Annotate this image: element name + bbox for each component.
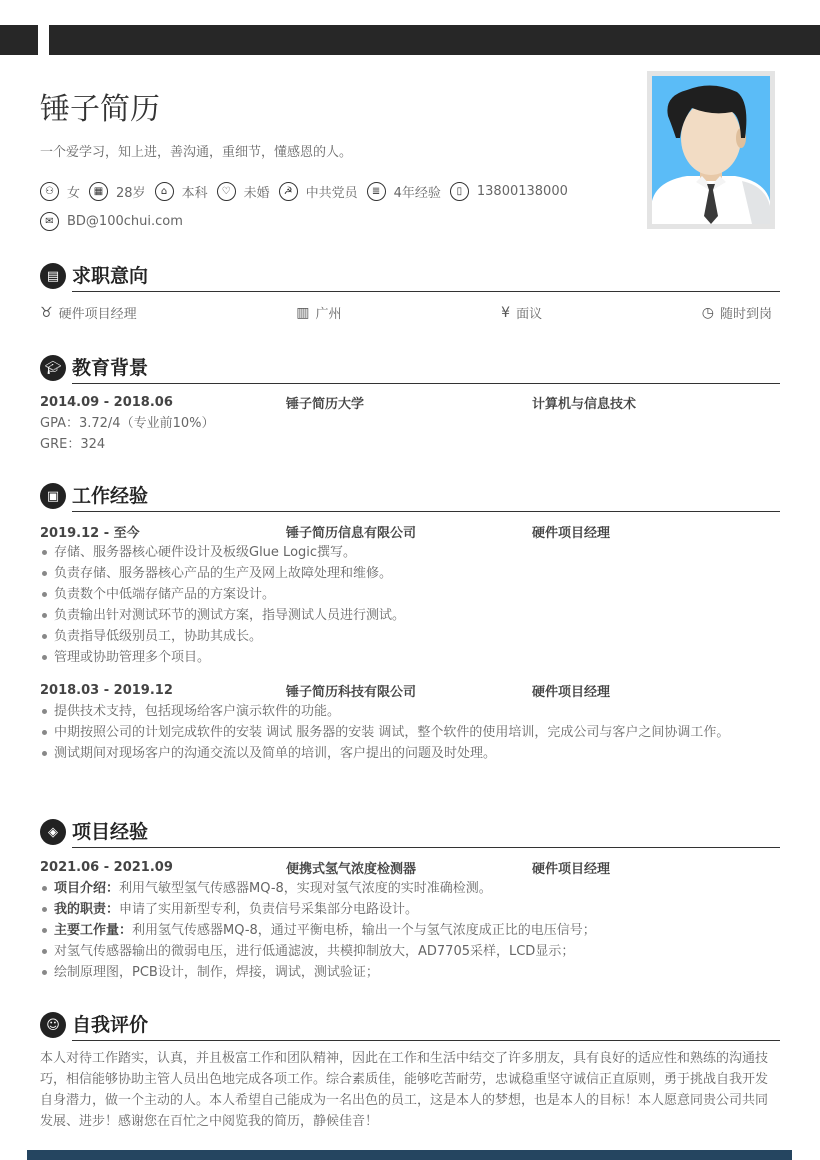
section-header (40, 263, 780, 289)
section-project (40, 819, 780, 983)
mail-icon: ✉ (40, 212, 59, 231)
section-title: 求职意向 (72, 265, 149, 287)
info-email (40, 211, 183, 231)
section-intent (40, 263, 780, 322)
intent-text: 面议 (516, 307, 543, 322)
edu-gpa: GPA：3.72/4（专业前10%） (40, 416, 215, 431)
list-item: 存储、服务器核心硬件设计及板级Glue Logic撰写。 (40, 542, 780, 563)
edu-major: 计算机与信息技术 (532, 397, 637, 412)
info-text: 4年经验 (393, 185, 441, 201)
list-item: 负责输出针对测试环节的测试方案，指导测试人员进行测试。 (40, 605, 780, 626)
section-header (40, 483, 780, 509)
education-row (40, 392, 780, 413)
self-evaluation-text: 本人对待工作踏实，认真，并且极富工作和团队精神，因此在工作和生活中结交了许多朋友，具有良好的适应性和熟练的沟通技巧，相信能够协助主管人员出色地完成各项工作。综合素质佳，能够吃苦耐劳，忠诚稳重坚守诚信正直原则，勇于挑战自我开发自身潜力，做一个主动的人。本人希望自己能成为一名出色的员工，这是本人的梦想，也是本人的目标！本人愿意同贵公司共同发展、进步！感谢您在百忙之中阅览我的简历，静候佳音！ (40, 1051, 769, 1129)
list-item (40, 941, 780, 962)
intent-text: 随时到岗 (719, 307, 772, 322)
motto: 一个爱学习，知上进，善沟通，重细节，懂感恩的人。 (40, 145, 353, 160)
intent-position (40, 303, 137, 322)
top-bar-left (0, 25, 38, 55)
job-date: 2018.03 - 2019.12 (40, 683, 173, 698)
info-text: 未婚 (243, 185, 270, 201)
list-item (40, 920, 780, 941)
list-item (40, 899, 780, 920)
section-work (40, 483, 780, 764)
item-text: 申请了实用新型专利，负责信号采集部分电路设计。 (119, 902, 419, 917)
info-text: 13800138000 (476, 183, 568, 199)
info-experience (367, 181, 441, 201)
project-name: 便携式氢气浓度检测器 (286, 862, 417, 877)
list-item: 测试期间对现场客户的沟通交流以及简单的培训，客户提出的问题及时处理。 (40, 743, 780, 764)
personal-info (40, 181, 630, 231)
info-age (89, 181, 146, 201)
list-item: 负责存储、服务器核心产品的生产及网上故障处理和维修。 (40, 563, 780, 584)
divider (72, 1040, 780, 1041)
section-self-evaluation (40, 1012, 780, 1132)
marriage-icon: ♡ (217, 182, 236, 201)
tie-icon: ♉ (40, 304, 53, 321)
item-label: 项目介绍： (54, 881, 120, 896)
info-marital (217, 181, 270, 201)
divider (72, 511, 780, 512)
job-company: 锤子简历信息有限公司 (286, 526, 417, 541)
divider (72, 383, 780, 384)
info-phone (450, 181, 568, 201)
clock-icon: ◷ (701, 304, 714, 321)
project-role: 硬件项目经理 (532, 862, 611, 877)
project-date: 2021.06 - 2021.09 (40, 860, 173, 875)
list-item (40, 878, 780, 899)
top-bar (49, 25, 820, 55)
job-role: 硬件项目经理 (532, 685, 611, 700)
job-duties (40, 542, 780, 668)
info-gender (40, 181, 80, 201)
info-degree (155, 181, 208, 201)
education-icon: ⌂ (155, 182, 174, 201)
job-row (40, 680, 780, 701)
section-education (40, 355, 780, 455)
job-company: 锤子简历科技有限公司 (286, 685, 417, 700)
clipboard-icon: ▤ (40, 263, 66, 289)
info-text: 女 (67, 185, 81, 201)
item-label: 我的职责： (54, 902, 120, 917)
list-item: 中期按照公司的计划完成软件的安装 调试 服务器的安装 调试，整个软件的使用培训，完成公司与客户之间协调工作。 (40, 722, 780, 743)
item-text: 绘制原理图，PCB设计，制作，焊接，调试，测试验证； (54, 965, 379, 980)
profile-photo (647, 71, 775, 229)
intent-text: 广州 (315, 307, 342, 322)
layers-icon: ◈ (40, 819, 66, 845)
section-header (40, 1012, 780, 1038)
briefcase-icon: ▣ (40, 483, 66, 509)
list-item: 管理或协助管理多个项目。 (40, 647, 780, 668)
intent-city (296, 303, 341, 322)
section-title: 项目经验 (72, 821, 149, 843)
list-item: 负责数个中低端存储产品的方案设计。 (40, 584, 780, 605)
job-row (40, 521, 780, 542)
section-header (40, 819, 780, 845)
project-details (40, 878, 780, 983)
section-header (40, 355, 780, 381)
list-item: 提供技术支持，包括现场给客户演示软件的功能。 (40, 701, 780, 722)
section-title: 教育背景 (72, 357, 149, 379)
job-date: 2019.12 - 至今 (40, 526, 140, 541)
phone-icon: ▯ (450, 182, 469, 201)
info-text: 本科 (181, 185, 208, 201)
graduation-cap-icon: 🎓︎ (40, 355, 66, 381)
job-role: 硬件项目经理 (532, 526, 611, 541)
divider (72, 847, 780, 848)
item-text: 利用气敏型氢气传感器MQ-8，实现对氢气浓度的实时准确检测。 (119, 881, 492, 896)
section-title: 工作经验 (72, 485, 149, 507)
resume-name: 锤子简历 (40, 92, 160, 127)
gender-icon: ⚇ (40, 182, 59, 201)
job-duties (40, 701, 780, 764)
section-title: 自我评价 (72, 1014, 149, 1036)
intent-row (40, 303, 780, 322)
project-row (40, 857, 780, 878)
edu-date: 2014.09 - 2018.06 (40, 395, 173, 410)
info-party (279, 181, 358, 201)
list-item: 负责指导低级别员工，协助其成长。 (40, 626, 780, 647)
item-text: 利用氢气传感器MQ-8，通过平衡电桥，输出一个与氢气浓度成正比的电压信号； (132, 923, 596, 938)
item-text: 对氢气传感器输出的微弱电压，进行低通滤波，共模抑制放大，AD7705采样，LCD显示； (54, 944, 575, 959)
intent-salary (501, 303, 542, 322)
bottom-bar (27, 1150, 792, 1160)
calendar-icon: ▦ (89, 182, 108, 201)
info-text: BD@100chui.com (67, 213, 183, 229)
building-icon: ▥ (296, 304, 310, 321)
info-text: 中共党员 (305, 185, 358, 201)
divider (72, 291, 780, 292)
edu-school: 锤子简历大学 (286, 397, 365, 412)
list-item (40, 962, 780, 983)
intent-text: 硬件项目经理 (58, 307, 137, 322)
party-icon: ☭ (279, 182, 298, 201)
intent-availability (702, 303, 772, 322)
experience-icon: ≣ (367, 182, 386, 201)
edu-gre: GRE：324 (40, 437, 106, 452)
item-label: 主要工作量： (54, 923, 133, 938)
avatar-illustration (652, 76, 770, 224)
user-icon: ☺ (40, 1012, 66, 1038)
yen-icon: ¥ (501, 304, 511, 321)
info-text: 28岁 (116, 185, 146, 201)
